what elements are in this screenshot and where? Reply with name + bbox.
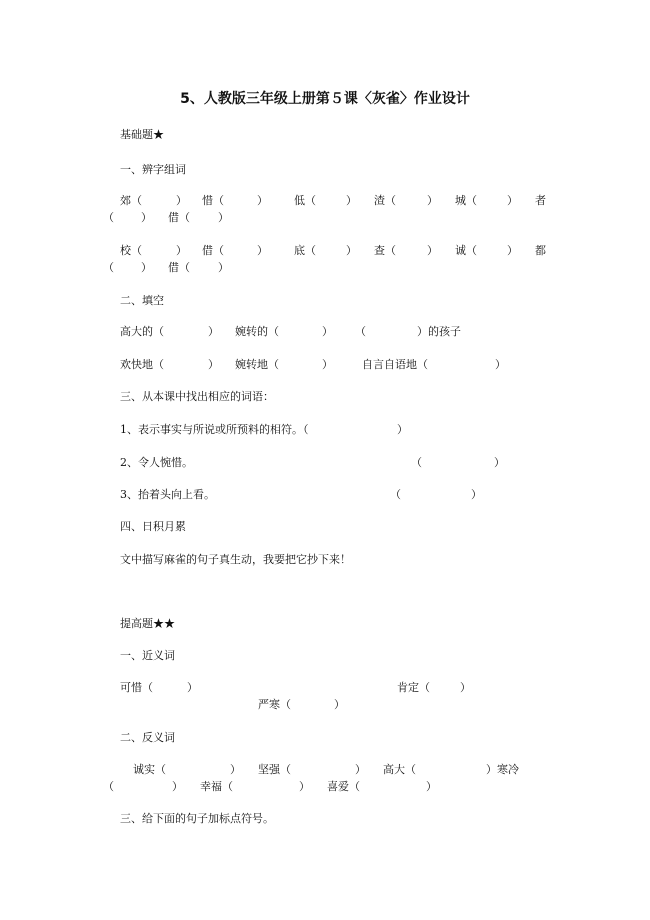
bracket-open: （: [103, 261, 114, 274]
bracket-close: ）: [426, 780, 437, 793]
bracket-close: ）: [494, 456, 505, 469]
bracket-close: ）: [218, 211, 229, 224]
bracket-close: ）: [208, 358, 219, 371]
bracket-close: ）: [471, 488, 482, 501]
bracket-close: ）: [141, 211, 152, 224]
bracket-close: ）: [346, 194, 357, 207]
bracket-close: ）: [230, 763, 241, 776]
word-item: 城（: [455, 194, 477, 207]
bracket-close: ）: [176, 194, 187, 207]
word-item: 者: [535, 194, 546, 207]
fill-item: 婉转的（: [235, 325, 279, 338]
fill-item: ）的孩子: [417, 325, 461, 338]
fill-item: 欢快地（: [120, 358, 164, 371]
section-heading: 二、反义词: [120, 731, 175, 744]
word-item: 查（: [374, 244, 396, 257]
word-item: 惜（: [202, 194, 224, 207]
question: 1、表示事实与所说或所预料的相符。（: [120, 423, 309, 436]
word-item: 诚实（: [133, 763, 166, 776]
fill-item: 高大的（: [120, 325, 164, 338]
bracket-close: ）: [495, 358, 506, 371]
word-item: 可惜（: [120, 681, 153, 694]
bracket-open: （: [103, 780, 114, 793]
instruction-text: 文中描写麻雀的句子真生动，我要把它抄下来！: [120, 553, 351, 566]
fill-item: 婉转地（: [235, 358, 279, 371]
bracket-close: ）: [218, 261, 229, 274]
advanced-heading: 提高题★★: [120, 617, 175, 630]
bracket-close: ）: [176, 244, 187, 257]
bracket-open: （: [355, 325, 366, 338]
section-heading: 三、从本课中找出相应的词语：: [120, 390, 274, 403]
word-item: 校（: [120, 244, 142, 257]
bracket-close: ）: [187, 681, 198, 694]
bracket-close: ）: [322, 325, 333, 338]
bracket-close: ）: [507, 194, 518, 207]
bracket-close: ）: [257, 244, 268, 257]
word-item: 渣（: [374, 194, 396, 207]
word-item: 借（: [202, 244, 224, 257]
section-heading: 四、日积月累: [120, 520, 186, 533]
question: 3、抬着头向上看。: [120, 488, 215, 501]
word-item: 郊（: [120, 194, 142, 207]
bracket-close: ）: [334, 698, 345, 711]
bracket-open: （: [103, 211, 114, 224]
basic-heading: 基础题★: [120, 128, 164, 141]
word-item: 幸福（: [200, 780, 233, 793]
bracket-close: ）: [427, 194, 438, 207]
word-item: 底（: [294, 244, 316, 257]
section-heading: 三、给下面的句子加标点符号。: [120, 812, 274, 825]
bracket-close: ）: [322, 358, 333, 371]
bracket-close: ）: [299, 780, 310, 793]
bracket-close: ）: [346, 244, 357, 257]
bracket-close: ）: [172, 780, 183, 793]
bracket-close: ）: [208, 325, 219, 338]
bracket-close: ）: [257, 194, 268, 207]
word-item: 都: [535, 244, 546, 257]
word-item: 借（: [168, 211, 190, 224]
bracket-close: ）: [427, 244, 438, 257]
bracket-open: （: [411, 456, 422, 469]
word-item: 坚强（: [258, 763, 291, 776]
word-item: 借（: [168, 261, 190, 274]
section-heading: 一、辨字组词: [120, 163, 186, 176]
word-item: 诚（: [455, 244, 477, 257]
bracket-open: （: [390, 488, 401, 501]
word-item: 高大（: [383, 763, 416, 776]
bracket-close: ）: [397, 423, 408, 436]
section-heading: 一、近义词: [120, 649, 175, 662]
bracket-close: ）: [507, 244, 518, 257]
bracket-close: ）: [460, 681, 471, 694]
word-item: 肯定（: [397, 681, 430, 694]
word-item: 低（: [294, 194, 316, 207]
bracket-close: ）: [141, 261, 152, 274]
fill-item: 自言自语地（: [362, 358, 428, 371]
word-item: 严寒（: [258, 698, 291, 711]
bracket-close: ）: [355, 763, 366, 776]
word-item: 喜爱（: [327, 780, 360, 793]
word-item: ）寒冷: [486, 763, 519, 776]
section-heading: 二、填空: [120, 294, 164, 307]
question: 2、令人惋惜。: [120, 456, 193, 469]
page-title: 5、人教版三年级上册第５课〈灰雀〉作业设计: [180, 91, 470, 107]
